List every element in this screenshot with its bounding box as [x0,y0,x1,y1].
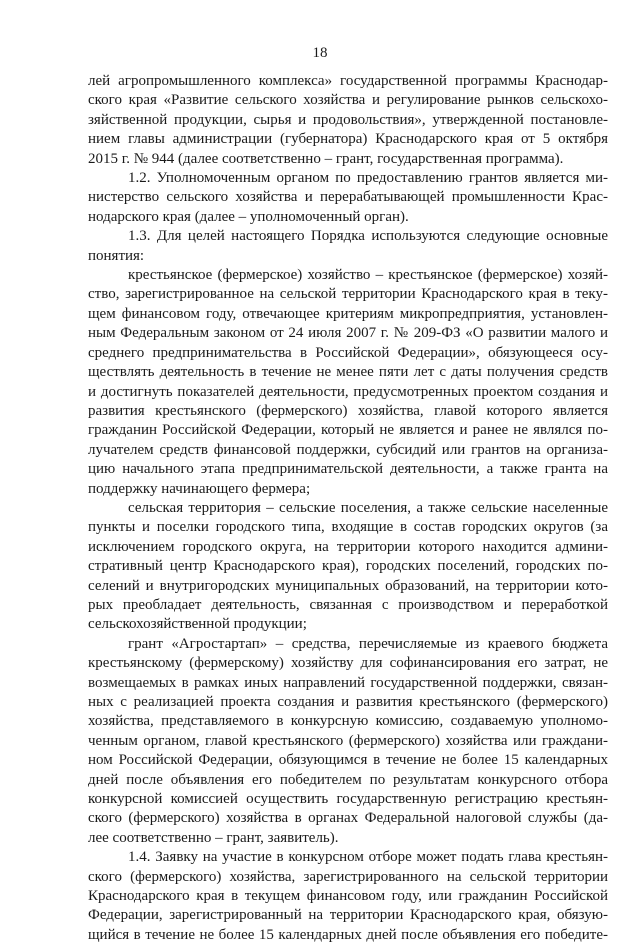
text-line: 2015 г. № 944 (далее соответственно – грант, государственная программа). [88,150,564,167]
text-line: ченным органом, главой крестьянского (фермерского) хозяйства или граждани- [88,732,608,749]
paragraph [88,169,608,227]
text-line: 1.3. Для целей настоящего Порядка используются следующие основные [128,228,608,245]
text-line: ным Федеральным законом от 24 июля 2007 г. № 209-ФЗ «О развитии малого и [88,325,608,342]
text-line: развития крестьянского (фермерского) хозяйства, главой которого является [88,402,608,419]
text-line: Краснодарского края в текущем финансовом году, или гражданин Российской [88,888,608,905]
paragraph [88,848,608,945]
text-line: 1.4. Заявку на участие в конкурсном отборе может подать глава крестьян- [128,849,608,866]
text-line: исключением городского округа, на территории которого находится админи- [88,538,608,555]
text-line: понятия: [88,247,145,264]
paragraph [88,227,608,266]
text-line: зяйственной продукции, сырья и продовольствия», утвержденной постановле- [88,111,608,128]
text-line: и достигнуть показателей деятельности, предусмотренных проектом создания и [88,383,608,400]
text-line: сельская территория – сельские поселения, а также сельские населенные [128,499,608,516]
text-line: пункты и поселки городского типа, входящие в состав городских округов (за [88,519,608,536]
text-line: 1.2. Уполномоченным органом по предоставлению грантов является ми- [128,170,608,187]
paragraph [88,72,608,169]
text-line: дней после объявления его победителем по результатам конкурсного отбора [88,771,608,788]
text-line: ского края «Развитие сельского хозяйства и регулирование рынков сельскохо- [88,92,608,109]
text-line: ществлять деятельность в течение не менее пяти лет с даты получения средств [88,364,608,381]
text-line: ского (фермерского) хозяйства, зарегистрированного на сельской территории [88,868,608,885]
paragraph [88,635,608,848]
paragraph [88,499,608,635]
text-line: рых преобладает деятельность, связанная с производством и переработкой [88,596,608,613]
text-line: ном Российской Федерации, обязующимся в течение не более 15 календарных [88,752,608,769]
text-line: гражданин Российской Федерации, который не является и ранее не являлся по- [88,422,608,439]
text-line: лей агропромышленного комплекса» государственной программы Краснодар- [88,73,608,89]
text-line: ского (фермерского) хозяйства в органах Федеральной налоговой службы (да- [88,810,608,827]
text-line: сельскохозяйственной продукции; [88,616,307,633]
text-line: крестьянское (фермерское) хозяйство – крестьянское (фермерское) хозяй- [128,267,608,284]
text-line: нием главы администрации (губернатора) Краснодарского края от 5 октября [88,131,608,148]
text-line: нистерство сельского хозяйства и перерабатывающей промышленности Крас- [88,189,608,206]
text-line: поддержку начинающего фермера; [88,480,311,497]
paragraph [88,266,608,499]
text-line: цию начального этапа предпринимательской деятельности, а также гранта на [88,461,608,478]
page-number: 18 [312,45,328,61]
text-line: стративный центр Краснодарского края), городских поселений, городских по- [88,558,608,575]
document-body [88,72,608,945]
text-line: лучателем средств финансовой поддержки, субсидий или грантов на организа- [88,441,608,458]
text-line: ство, зарегистрированное на сельской территории Краснодарского края в теку- [88,286,608,303]
text-line: нодарского края (далее – уполномоченный орган). [88,208,409,225]
text-line: Федерации, зарегистрированный на территории Краснодарского края, обязую- [88,907,608,924]
text-line: крестьянскому (фермерскому) хозяйству для софинансирования его затрат, не [88,655,608,672]
text-line: возмещаемых в рамках иных направлений государственной поддержки, связан- [88,674,608,691]
text-line: селений и внутригородских муниципальных образований, на территории кото- [88,577,608,594]
text-line: ных с реализацией проекта создания и развития крестьянского (фермерского) [88,694,608,710]
text-line: лее соответственно – грант, заявитель). [88,829,339,846]
text-line: среднего предпринимательства в Российской Федерации», обязующееся осу- [88,344,608,361]
text-line: щем финансовом году, отвечающее критериям микропредприятия, установлен- [88,305,608,322]
text-line: щийся в течение не более 15 календарных дней после объявления его победите- [88,926,608,943]
text-line: хозяйства, представляемого в конкурсную комиссию, создаваемую уполномо- [88,713,608,730]
text-line: конкурсной комиссией осуществить государственную регистрацию крестьян- [88,791,608,808]
text-line: грант «Агростартап» – средства, перечисляемые из краевого бюджета [128,635,608,652]
